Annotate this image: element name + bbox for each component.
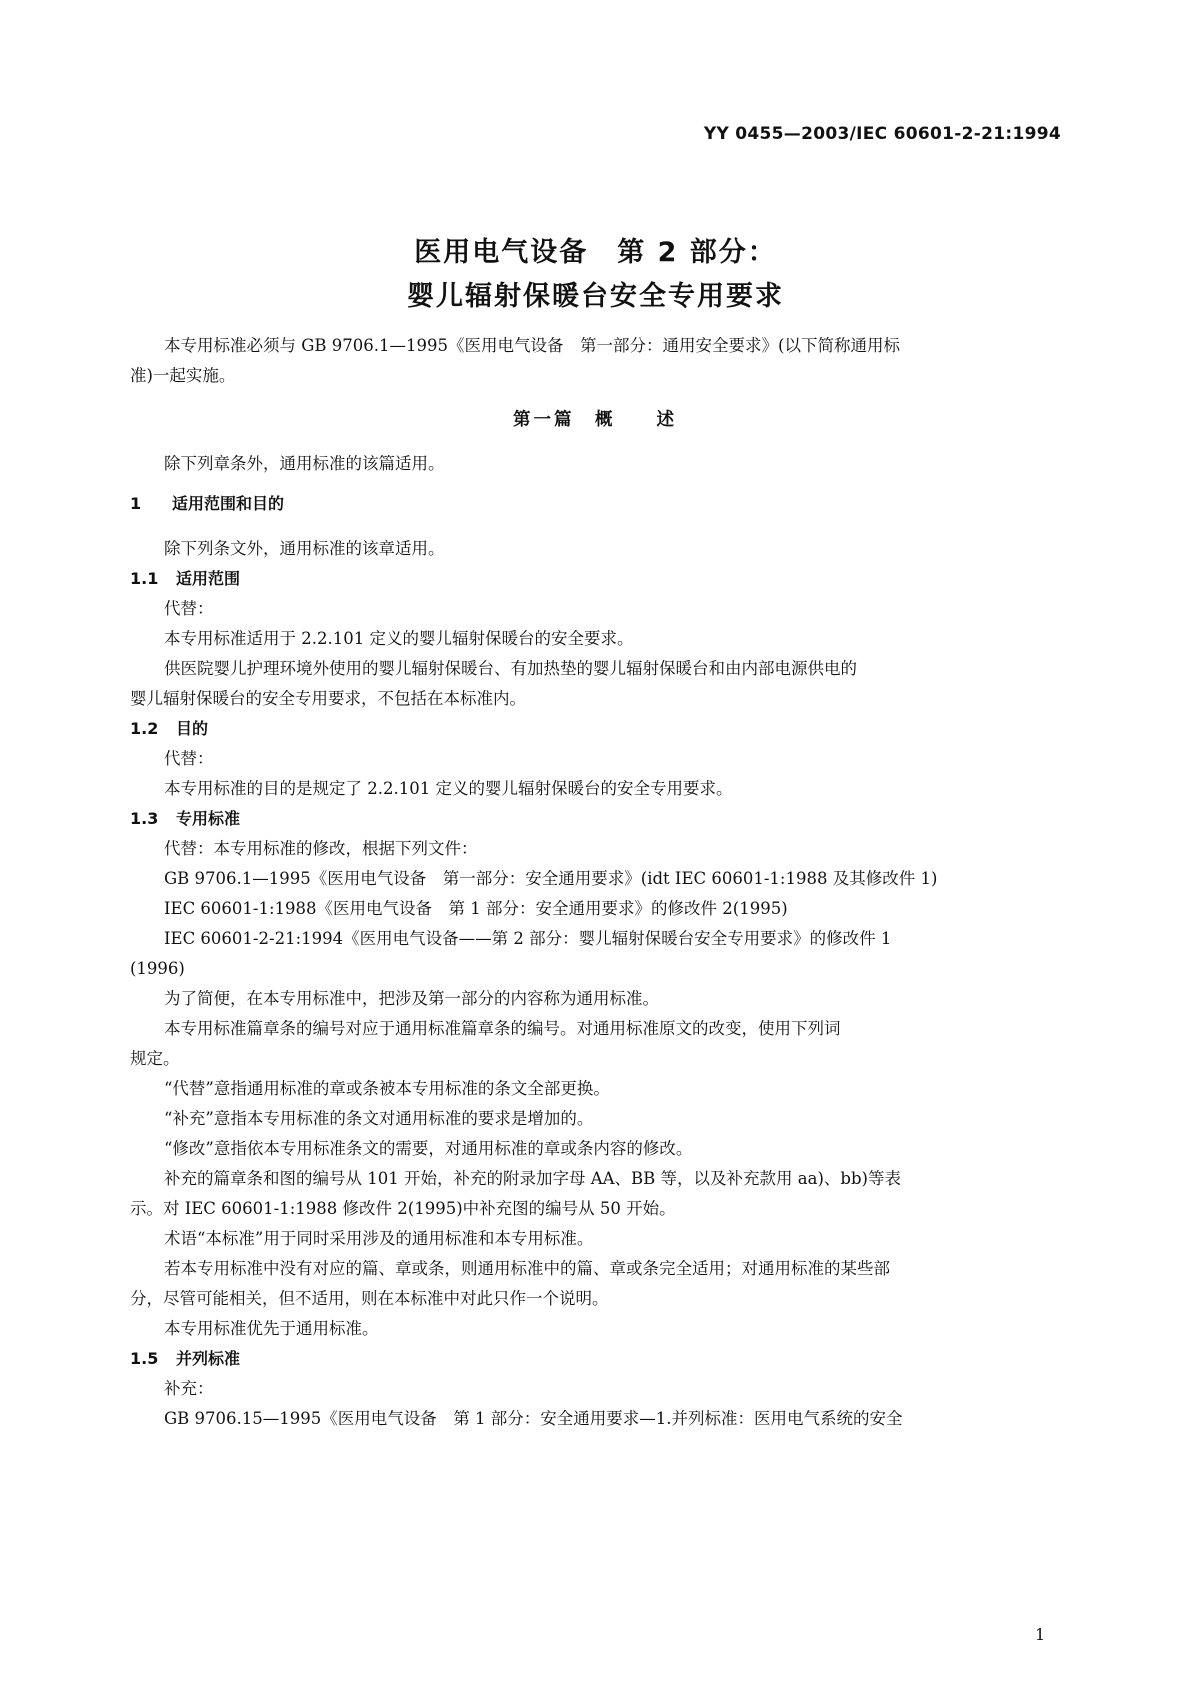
section-1-number: 1 [130,494,142,513]
section-1-3-p12-line2: 分，尽管可能相关，但不适用，则在本标准中对此只作一个说明。 [130,1289,609,1308]
section-1-1-p1: 本专用标准适用于 2.2.101 定义的婴儿辐射保暖台的安全要求。 [164,629,634,648]
section-1-3-p10-line1: 补充的篇章条和图的编号从 101 开始，补充的附录加字母 AA、BB 等，以及补充款用 aa)、bb)等表 [164,1169,901,1188]
section-1-3-p10-line2: 示。对 IEC 60601-1:1988 修改件 2(1995)中补充图的编号从 50 开始。 [130,1199,676,1218]
part-text: 除下列章条外，通用标准的该篇适用。 [164,454,445,473]
section-1-3-title: 专用标准 [176,809,241,828]
section-1-heading [130,489,1060,519]
section-1-5-p1: GB 9706.15—1995《医用电气设备 第 1 部分：安全通用要求—1.并列标准：医用电气系统的安全 [164,1409,903,1428]
section-1-5-title: 并列标准 [176,1349,241,1368]
section-1-2-p1: 本专用标准的目的是规定了 2.2.101 定义的婴儿辐射保暖台的安全专用要求。 [164,779,733,798]
section-1-3-p4-line1: IEC 60601-2-21:1994《医用电气设备——第 2 部分：婴儿辐射保暖台安全专用要求》的修改件 1 [164,929,892,948]
section-1-3-p3: IEC 60601-1:1988《医用电气设备 第 1 部分：安全通用要求》的修改件 2(1995) [164,899,788,918]
section-1-3-p7: “代替”意指通用标准的章或条被本专用标准的条文全部更换。 [164,1079,610,1098]
section-1-2-number: 1.2 [130,719,159,738]
section-1-2-replace: 代替： [164,749,214,768]
section-1-1-replace: 代替： [164,599,214,618]
page-title-line2: 婴儿辐射保暖台安全专用要求 [407,281,784,312]
section-1-3-p9: “修改”意指依本专用标准条文的需要，对通用标准的章或条内容的修改。 [164,1139,693,1158]
section-1-3-heading [130,804,1060,834]
section-1-1-title: 适用范围 [176,569,241,588]
section-1-3-p4-line2: (1996) [130,959,185,978]
section-1-5-heading [130,1344,1060,1374]
section-1-title: 适用范围和目的 [172,494,285,513]
section-1-1-p2-line2: 婴儿辐射保暖台的安全专用要求，不包括在本标准内。 [130,689,526,708]
section-1-3-p8: “补充”意指本专用标准的条文对通用标准的要求是增加的。 [164,1109,594,1128]
section-1-1-p2-line1: 供医院婴儿护理环境外使用的婴儿辐射保暖台、有加热垫的婴儿辐射保暖台和由内部电源供电的 [164,659,857,678]
section-1-3-p5: 为了简便，在本专用标准中，把涉及第一部分的内容称为通用标准。 [164,989,659,1008]
part-title: 第一篇 概 述 [513,410,677,430]
standard-number: YY 0455—2003/IEC 60601-2-21:1994 [703,124,1061,144]
section-1-3-number: 1.3 [130,809,159,828]
section-1-3-p6-line2: 规定。 [130,1049,180,1068]
section-1-5-supplement: 补充： [164,1379,214,1398]
section-1-text: 除下列条文外，通用标准的该章适用。 [164,539,445,558]
section-1-3-p1: 代替：本专用标准的修改，根据下列文件： [164,839,478,858]
section-1-3-p13: 本专用标准优先于通用标准。 [164,1319,379,1338]
page-title-line1: 医用电气设备 第 2 部分： [414,237,777,268]
document-body [130,331,1060,1434]
section-1-3-p11: 术语“本标准”用于同时采用涉及的通用标准和本专用标准。 [164,1229,594,1248]
section-1-5-number: 1.5 [130,1349,159,1368]
intro-line1: 本专用标准必须与 GB 9706.1—1995《医用电气设备 第一部分：通用安全要求》(以下简称通用标 [164,336,900,355]
section-1-2-heading [130,714,1060,744]
section-1-1-number: 1.1 [130,569,159,588]
section-1-2-title: 目的 [176,719,209,738]
section-1-3-p2: GB 9706.1—1995《医用电气设备 第一部分：安全通用要求》(idt IEC 60601-1:1988 及其修改件 1) [164,869,938,888]
section-1-3-p12-line1: 若本专用标准中没有对应的篇、章或条，则通用标准中的篇、章或条完全适用；对通用标准的某些部 [164,1259,890,1278]
page-number: 1 [1035,1625,1046,1644]
intro-line2: 准)一起实施。 [130,366,236,385]
section-1-3-p6-line1: 本专用标准篇章条的编号对应于通用标准篇章条的编号。对通用标准原文的改变，使用下列词 [164,1019,841,1038]
section-1-1-heading [130,564,1060,594]
